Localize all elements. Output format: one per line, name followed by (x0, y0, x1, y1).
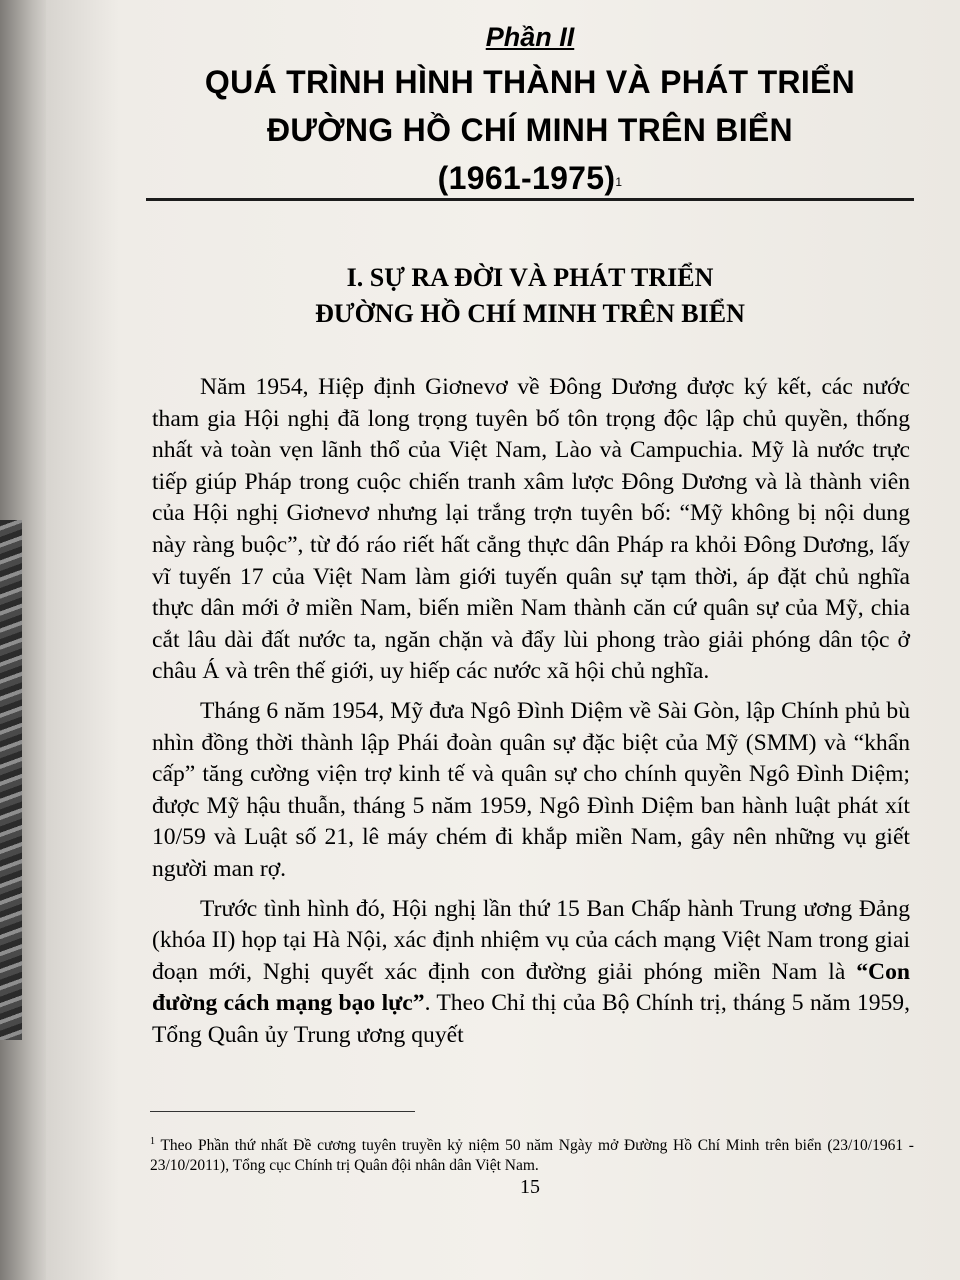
chapter-title-line-1: QUÁ TRÌNH HÌNH THÀNH VÀ PHÁT TRIỂN (204, 64, 856, 100)
section-heading-line-2: ĐƯỜNG HỒ CHÍ MINH TRÊN BIỂN (315, 299, 745, 328)
paragraph-3 (152, 894, 910, 1052)
footnote (150, 1132, 914, 1176)
paragraph-3-emphasis: “Con đường cách mạng bạo lực” (152, 958, 910, 1017)
footnote-divider (150, 1111, 415, 1112)
section-heading (150, 260, 910, 332)
paragraph-3-end: . Theo Chỉ thị của Bộ Chính trị, tháng 5 năm 1959, Tổng Quân ủy Trung ương quyết (152, 990, 910, 1048)
title-footnote-ref: 1 (615, 175, 623, 189)
years-text: (1961-1975) (437, 160, 616, 196)
footnote-marker: 1 (150, 1136, 155, 1147)
paragraph-3-start: Trước tình hình đó, Hội nghị lần thứ 15 Ban Chấp hành Trung ương Đảng (khóa II) họp tại Hà Nội, xác định nhiệm vụ của cách mạng Việt Nam trong giai đoạn mới, Nghị quyết xác định con đường giải phóng miền Nam là (152, 895, 910, 985)
footnote-text: Theo Phần thứ nhất Đề cương tuyên truyền kỷ niệm 50 năm Ngày mở Đường Hồ Chí Minh trên biển (23/10/1961 - 23/10/2011), Tổng cục Chính trị Quân đội nhân dân Việt Nam. (150, 1137, 914, 1175)
previous-page-photo-strip (0, 520, 22, 1040)
page-number: 15 (520, 1176, 540, 1198)
chapter-title (150, 58, 910, 202)
body-text (152, 372, 910, 1059)
part-label: Phần II (485, 22, 575, 52)
paragraph-2: Tháng 6 năm 1954, Mỹ đưa Ngô Đình Diệm về Sài Gòn, lập Chính phủ bù nhìn đồng thời thành lập Phái đoàn quân sự đặc biệt của Mỹ (SMM) và “khẩn cấp” tăng cường viện trợ kinh tế và quân sự cho chính quyền Ngô Đình Diệm; được Mỹ hậu thuẫn, tháng 5 năm 1959, Ngô Đình Diệm ban hành luật phát xít 10/59 và Luật số 21, lê máy chém đi khắp miền Nam, gây nên những vụ giết người man rợ. (152, 697, 910, 882)
paragraph-1: Năm 1954, Hiệp định Giơnevơ về Đông Dương được ký kết, các nước tham gia Hội nghị đã long trọng tuyên bố tôn trọng độc lập chủ quyền, thống nhất và toàn vẹn lãnh thổ của Việt Nam, Lào và Campuchia. Mỹ là nước trực tiếp giúp Pháp trong cuộc chiến tranh xâm lược Đông Dương và là thành viên của Hội nghị Giơnevơ nhưng lại trắng trợn tuyên bố: “Mỹ không bị nội dung này ràng buộc”, từ đó ráo riết hất cẳng thực dân Pháp ra khỏi Đông Dương, lấy vĩ tuyến 17 của Việt Nam làm giới tuyến quân sự tạm thời, áp đặt chủ nghĩa thực dân mới ở miền Nam, biến miền Nam thành căn cứ quân sự của Mỹ, chia cắt lâu dài đất nước ta, ngăn chặn và đẩy lùi phong trào giải phóng dân tộc ở châu Á và trên thế giới, uy hiếp các nước xã hội chủ nghĩa. (152, 374, 910, 685)
chapter-title-line-2: ĐƯỜNG HỒ CHÍ MINH TRÊN BIỂN (267, 112, 793, 148)
section-heading-line-1: I. SỰ RA ĐỜI VÀ PHÁT TRIỂN (346, 263, 714, 292)
title-divider (146, 198, 914, 201)
chapter-title-years (150, 154, 910, 202)
